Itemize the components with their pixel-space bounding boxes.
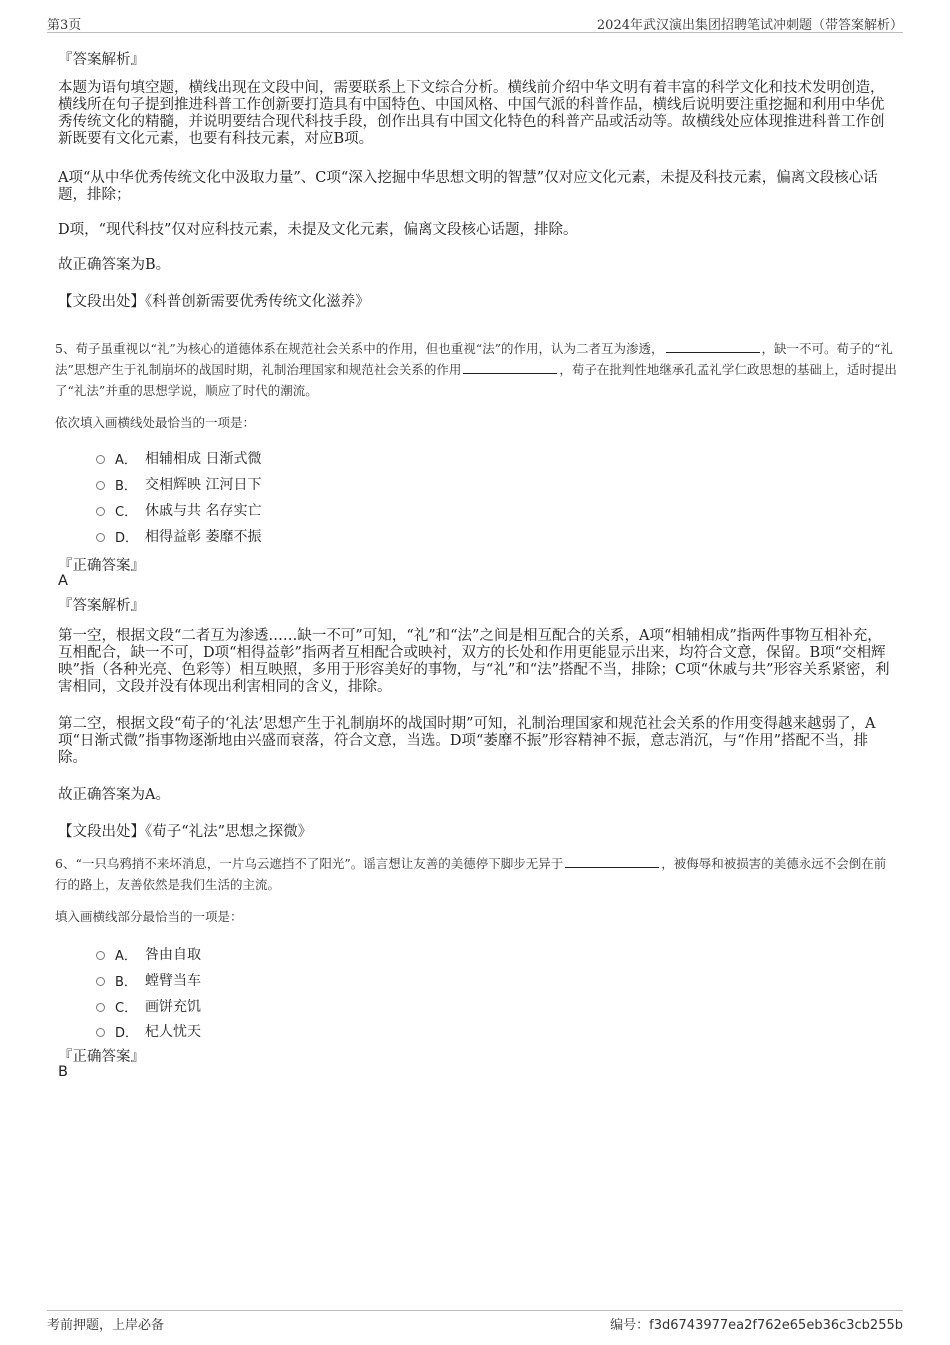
- analysis-tag: 『答案解析』: [58, 598, 145, 614]
- page-header: [47, 12, 903, 33]
- document-code: 编号：f3d6743977ea2f762e65eb36c3cb255b: [610, 1318, 903, 1333]
- option-d[interactable]: D． 相得益彰 萎靡不振: [96, 526, 261, 546]
- answer-tag: 『正确答案』: [58, 1049, 145, 1065]
- answer-tag: 『正确答案』: [58, 558, 145, 574]
- option-a[interactable]: A． 相辅相成 日渐式微: [96, 448, 261, 468]
- analysis-paragraph: 本题为语句填空题，横线出现在文段中间，需要联系上下文综合分析。横线前介绍中华文明有着丰富的科学文化和技术发明创造，横线所在句子提到推进科普工作创新要打造具有中国特色、中国风格、中国气派的科普作品，横线后说明要注重挖掘和利用中华优秀传统文化的精髓，并说明要结合现代科技手段，创作出具有中国文化特色的科普产品或活动等。故横线处应体现推进科普工作创新既要有文化元素，也要有科技元素，对应B项。: [58, 80, 885, 147]
- correct-answer: B: [58, 1064, 68, 1080]
- analysis-paragraph: D项，“现代科技”仅对应科技元素，未提及文化元素，偏离文段核心话题，排除。: [58, 222, 578, 238]
- radio-icon[interactable]: [96, 533, 105, 542]
- radio-icon[interactable]: [96, 455, 105, 464]
- fill-blank: [463, 361, 557, 374]
- question-instruction: 填入画横线部分最恰当的一项是：: [55, 909, 243, 924]
- analysis-paragraph: 第一空，根据文段“二者互为渗透……缺一不可”可知，“礼”和“法”之间是相互配合的关系，A项“相辅相成”指两件事物互相补充，互相配合，缺一不可，D项“相得益彰”指两者互相配合或映衬，双方的长处和作用更能显示出来，均符合文意，保留。B项“交相辉映”指（各种光亮、色彩等）相互映照，多用于形容美好的事物，与“礼”和“法”搭配不当，排除；C项“休戚与共”形容关系紧密，利害相同，文段并没有体现出利害相同的含义，排除。: [58, 628, 890, 695]
- option-c[interactable]: C． 休戚与共 名存实亡: [96, 500, 261, 520]
- page-number: 第3页: [47, 18, 82, 33]
- question-stem: 5、荀子虽重视以“礼”为核心的道德体系在规范社会关系中的作用，但也重视“法”的作用，认为二者互为渗透， ，缺一不可。荀子的“礼法”思想产生于礼制崩坏的战国时期，礼制治理国家和规范社会关系的作用 ，荀子在批判性地继承孔孟礼学仁政思想的基础上，适时提出了“礼法”并重的思想学说，顺应了时代的潮流。: [55, 341, 897, 398]
- radio-icon[interactable]: [96, 977, 105, 986]
- page-footer: [47, 1310, 903, 1333]
- question-stem: 6、“一只乌鸦捎不来坏消息，一片乌云遮挡不了阳光”。谣言想让友善的美德停下脚步无异于 ，被侮辱和被损害的美德永远不会倒在前行的路上，友善依然是我们生活的主流。: [55, 856, 887, 892]
- analysis-paragraph: 第二空，根据文段“荀子的‘礼法’思想产生于礼制崩坏的战国时期”可知，礼制治理国家和规范社会关系的作用变得越来越弱了，A项“日渐式微”指事物逐渐地由兴盛而衰落，符合文意，当选。D项“萎靡不振”形容精神不振，意志消沉，与“作用”搭配不当，排除。: [58, 716, 876, 766]
- analysis-tag: 『答案解析』: [58, 52, 145, 68]
- question-instruction: 依次填入画横线处最恰当的一项是：: [55, 415, 256, 430]
- radio-icon[interactable]: [96, 1028, 105, 1037]
- document-title: 2024年武汉演出集团招聘笔试冲刺题（带答案解析）: [596, 18, 903, 33]
- analysis-paragraph: A项“从中华优秀传统文化中汲取力量”、C项“深入挖掘中华思想文明的智慧”仅对应文化元素，未提及科技元素，偏离文段核心话题，排除；: [58, 170, 878, 203]
- option-b[interactable]: B． 螳臂当车: [96, 970, 201, 990]
- option-c[interactable]: C． 画饼充饥: [96, 996, 201, 1016]
- radio-icon[interactable]: [96, 1003, 105, 1012]
- radio-icon[interactable]: [96, 951, 105, 960]
- footer-slogan: 考前押题，上岸必备: [47, 1318, 165, 1333]
- analysis-conclusion: 故正确答案为B。: [58, 257, 171, 273]
- source-citation: 【文段出处】《荀子“礼法”思想之探微》: [58, 824, 313, 840]
- radio-icon[interactable]: [96, 507, 105, 516]
- source-citation: 【文段出处】《科普创新需要优秀传统文化滋养》: [58, 294, 370, 310]
- option-d[interactable]: D． 杞人忧天: [96, 1021, 201, 1041]
- option-a[interactable]: A． 咎由自取: [96, 944, 201, 964]
- fill-blank: [666, 340, 760, 353]
- correct-answer: A: [58, 573, 68, 589]
- option-b[interactable]: B． 交相辉映 江河日下: [96, 474, 261, 494]
- radio-icon[interactable]: [96, 481, 105, 490]
- fill-blank: [565, 855, 659, 868]
- analysis-conclusion: 故正确答案为A。: [58, 787, 170, 803]
